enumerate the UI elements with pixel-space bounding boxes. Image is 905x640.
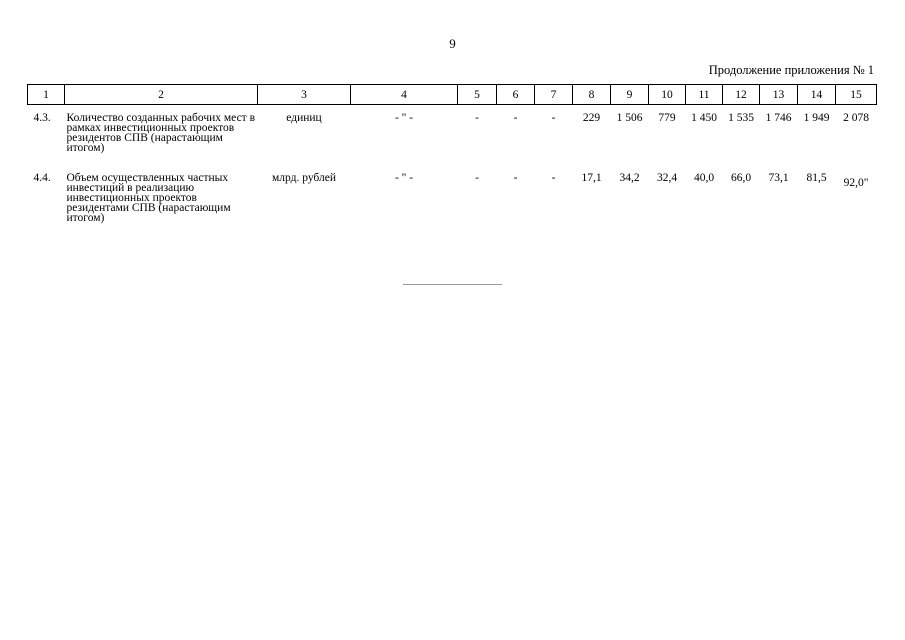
value-cell: - xyxy=(475,172,479,184)
value-cell: 32,4 xyxy=(656,172,678,184)
column-header: 4 xyxy=(351,85,458,105)
column-header: 6 xyxy=(497,85,535,105)
source-cell: - " - xyxy=(394,112,414,124)
value-cell: 1 535 xyxy=(728,112,754,124)
unit-cell: единиц xyxy=(286,112,322,124)
column-header: 1 xyxy=(28,85,65,105)
value-cell: - xyxy=(513,172,518,184)
value-cell: - xyxy=(551,172,556,184)
column-header: 5 xyxy=(458,85,497,105)
value-cell: 1 450 xyxy=(691,112,717,124)
value-cell: 229 xyxy=(582,112,601,124)
value-cell: 92,0" xyxy=(843,177,869,189)
appendix-continuation-label: Продолжение приложения № 1 xyxy=(708,63,874,77)
unit-cell: млрд. рублей xyxy=(272,172,336,184)
column-header: 3 xyxy=(258,85,351,105)
column-header: 14 xyxy=(798,85,836,105)
column-header: 9 xyxy=(611,85,649,105)
indicator-name: Количество созданных рабочих мест в рамках инвестиционных проектов резидентов СПВ (нарастающим итогом) xyxy=(66,112,255,154)
value-cell: 1 746 xyxy=(765,112,792,124)
row-number: 4.3. xyxy=(33,112,51,124)
column-header: 11 xyxy=(686,85,723,105)
page-number: 9 xyxy=(449,36,456,51)
value-cell: 1 949 xyxy=(803,112,830,124)
value-cell: - xyxy=(513,112,518,124)
value-cell: 2 078 xyxy=(843,112,869,124)
column-header: 13 xyxy=(760,85,798,105)
row-number: 4.4. xyxy=(33,172,51,184)
value-cell: 34,2 xyxy=(619,172,640,184)
table-row xyxy=(28,105,877,166)
value-cell: - xyxy=(551,112,556,124)
value-cell: 1 506 xyxy=(616,112,643,124)
source-cell: - " - xyxy=(394,172,414,184)
indicator-name: Объем осуществленных частных инвестиций в реализацию инвестиционных проектов резидентами СПВ (нарастающим итогом) xyxy=(66,172,231,224)
value-cell: 779 xyxy=(658,112,676,124)
value-cell: 81,5 xyxy=(806,172,827,184)
column-header: 2 xyxy=(65,85,258,105)
value-cell: 17,1 xyxy=(581,172,602,184)
table-row xyxy=(28,165,877,223)
end-divider-line xyxy=(403,284,502,285)
indicators-table xyxy=(27,84,877,223)
value-cell: 40,0 xyxy=(693,172,715,184)
table-header-row xyxy=(28,85,877,105)
value-cell: - xyxy=(475,112,479,124)
column-header: 12 xyxy=(723,85,760,105)
column-header: 10 xyxy=(649,85,686,105)
value-cell: 73,1 xyxy=(768,172,789,184)
column-header: 15 xyxy=(836,85,877,105)
column-header: 7 xyxy=(535,85,573,105)
value-cell: 66,0 xyxy=(730,172,752,184)
column-header: 8 xyxy=(573,85,611,105)
